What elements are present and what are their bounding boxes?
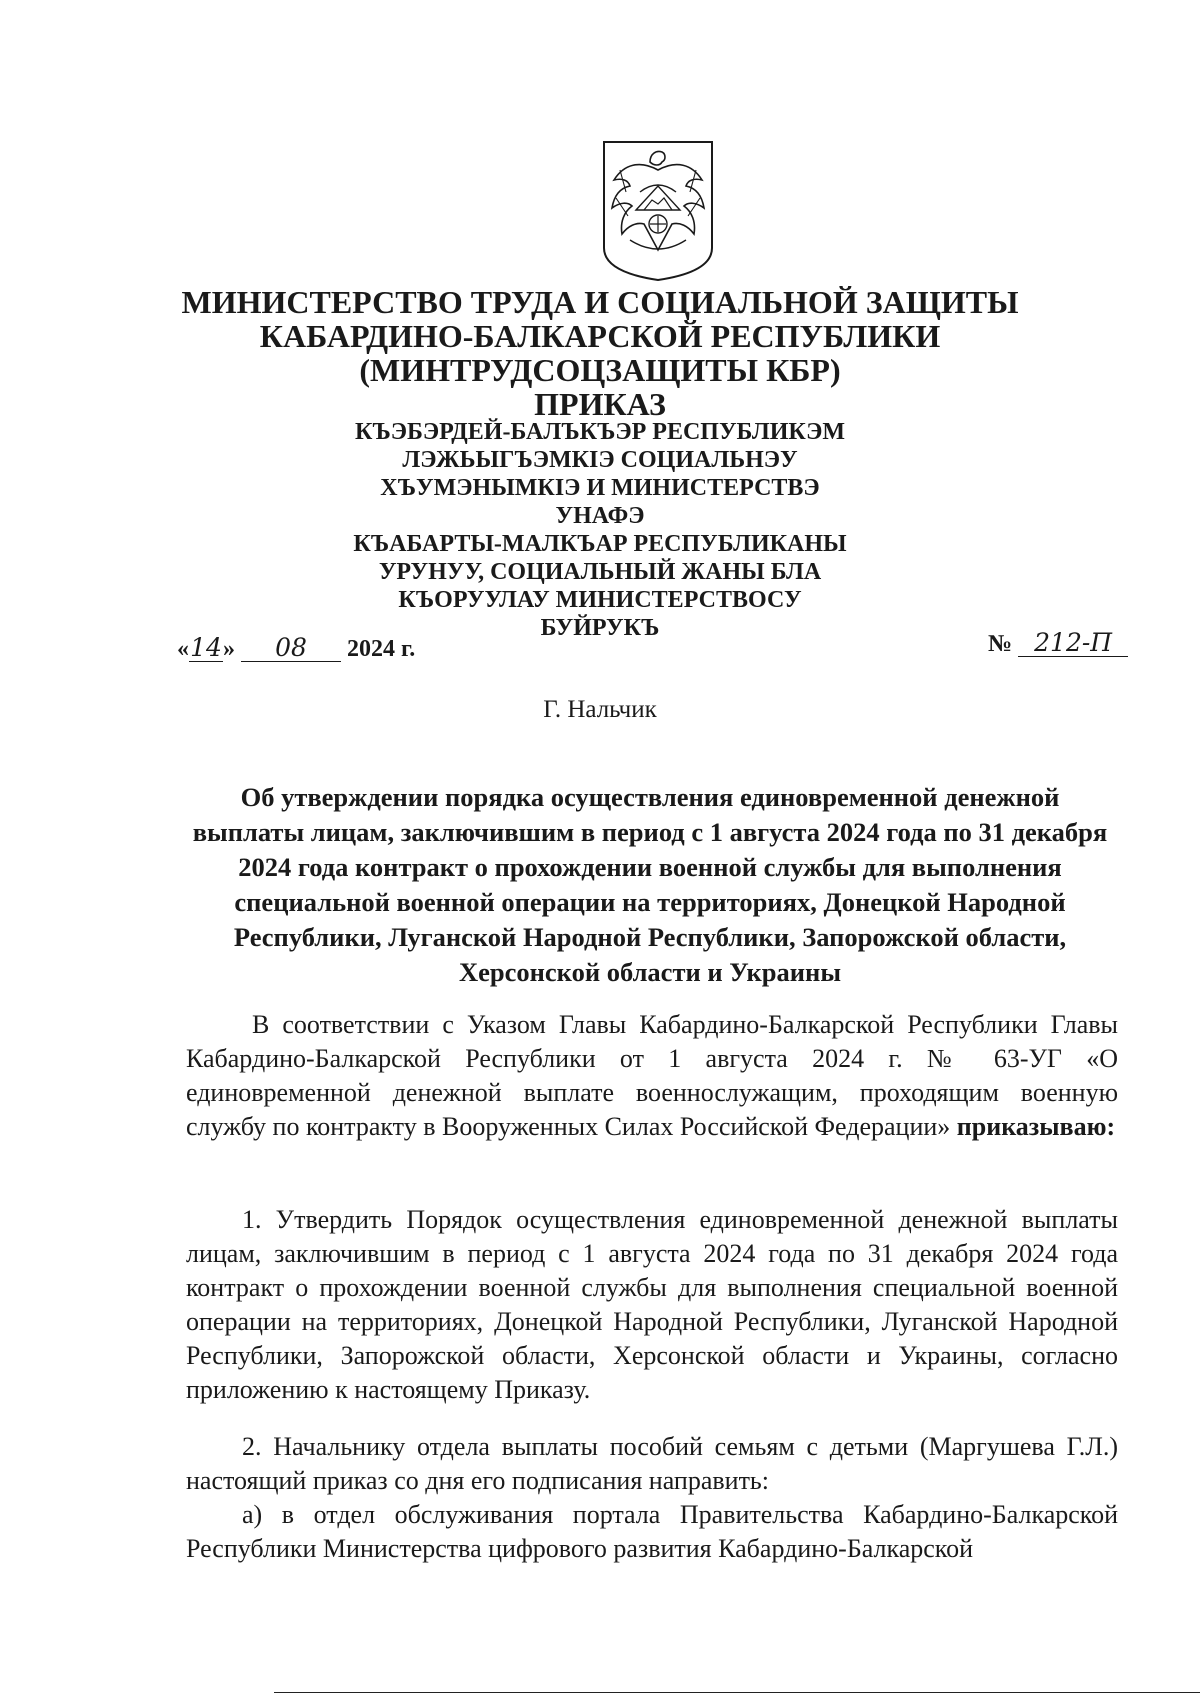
ministry-name-kbd-line-1: КЪЭБЭРДЕЙ-БАЛЪКЪЭР РЕСПУБЛИКЭМ <box>354 419 846 445</box>
item-2-paragraph: 2. Начальнику отдела выплаты пособий семьям с детьми (Маргушева Г.Л.) настоящий приказ со дня его подписания направить: <box>186 1432 1118 1495</box>
date-month: 08 <box>241 635 341 662</box>
ministry-name-kbd-line-3: ХЪУМЭНЫМКIЭ И МИНИСТЕРСТВЭ <box>380 475 820 501</box>
city-name: Г. Нальчик <box>543 696 657 723</box>
order-number <box>988 630 1128 658</box>
date-open-quote: « <box>177 636 189 662</box>
ministry-name-ru-line-2: КАБАРДИНО-БАЛКАРСКОЙ РЕСПУБЛИКИ <box>259 318 941 354</box>
ministry-name-ru-line-3: (МИНТРУДСОЦЗАЩИТЫ КБР) <box>359 352 841 388</box>
ministry-name-krc-line-3: КЪОРУУЛАУ МИНИСТЕРСТВОСУ <box>398 587 802 613</box>
ministry-name-ru-line-1: МИНИСТЕРСТВО ТРУДА И СОЦИАЛЬНОЙ ЗАЩИТЫ <box>181 284 1019 320</box>
date-close-quote: » <box>223 636 235 662</box>
number-value: 212-П <box>1018 630 1128 657</box>
order-date <box>177 635 415 663</box>
order-title-kbd: УНАФЭ <box>555 503 645 529</box>
page-bottom-rule <box>274 1692 1200 1693</box>
item-1-paragraph: 1. Утвердить Порядок осуществления единовременной денежной выплаты лицам, заключившим в период с 1 августа 2024 года по 31 декабря 2024 года контракт о прохождении военной службы для выполнения специальной военной операции на территориях, Донецкой Народной Республики, Луганской Народной Республики, Запорожской области, Херсонской области и Украины, согласно приложению к настоящему Приказу. <box>186 1205 1118 1404</box>
number-prefix: № <box>988 631 1013 657</box>
date-day: 14 <box>190 633 222 662</box>
order-title-ru: ПРИКАЗ <box>534 386 666 422</box>
preamble-paragraph <box>186 1008 1118 1144</box>
ministry-name-krc-line-2: УРУНУУ, СОЦИАЛЬНЫЙ ЖАНЫ БЛА <box>378 559 822 585</box>
date-year: 2024 г. <box>347 636 416 662</box>
order-title-krc: БУЙРУКЪ <box>540 615 660 641</box>
ministry-name-kbd-line-2: ЛЭЖЬЫГЪЭМКIЭ СОЦИАЛЬНЭУ <box>402 447 798 473</box>
preamble-order-word: приказываю: <box>956 1112 1116 1141</box>
preamble-text: В соответствии с Указом Главы Кабардино-Балкарской Республики Главы Кабардино-Балкарской Республики от 1 августа 2024 г. № 63-УГ «О единовременной денежной выплате военнослужащим, проходящим военную службу по контракту в Вооруженных Силах Российской Федерации» <box>186 1010 1118 1141</box>
item-2a-paragraph: а) в отдел обслуживания портала Правительства Кабардино-Балкарской Республики Министерства цифрового развития Кабардино-Балкарской <box>186 1500 1118 1563</box>
ministry-name-krc-line-1: КЪАБАРТЫ-МАЛКЪАР РЕСПУБЛИКАНЫ <box>353 531 847 557</box>
coat-of-arms-emblem <box>600 140 716 282</box>
order-subject-title: Об утверждении порядка осуществления единовременной денежной выплаты лицам, заключившим в период с 1 августа 2024 года по 31 декабря 2024 года контракт о прохождении военной службы для выполнения специальной военной операции на территориях, Донецкой Народной Республики, Луганской Народной Республики, Запорожской области, Херсонской области и Украины <box>192 782 1108 987</box>
